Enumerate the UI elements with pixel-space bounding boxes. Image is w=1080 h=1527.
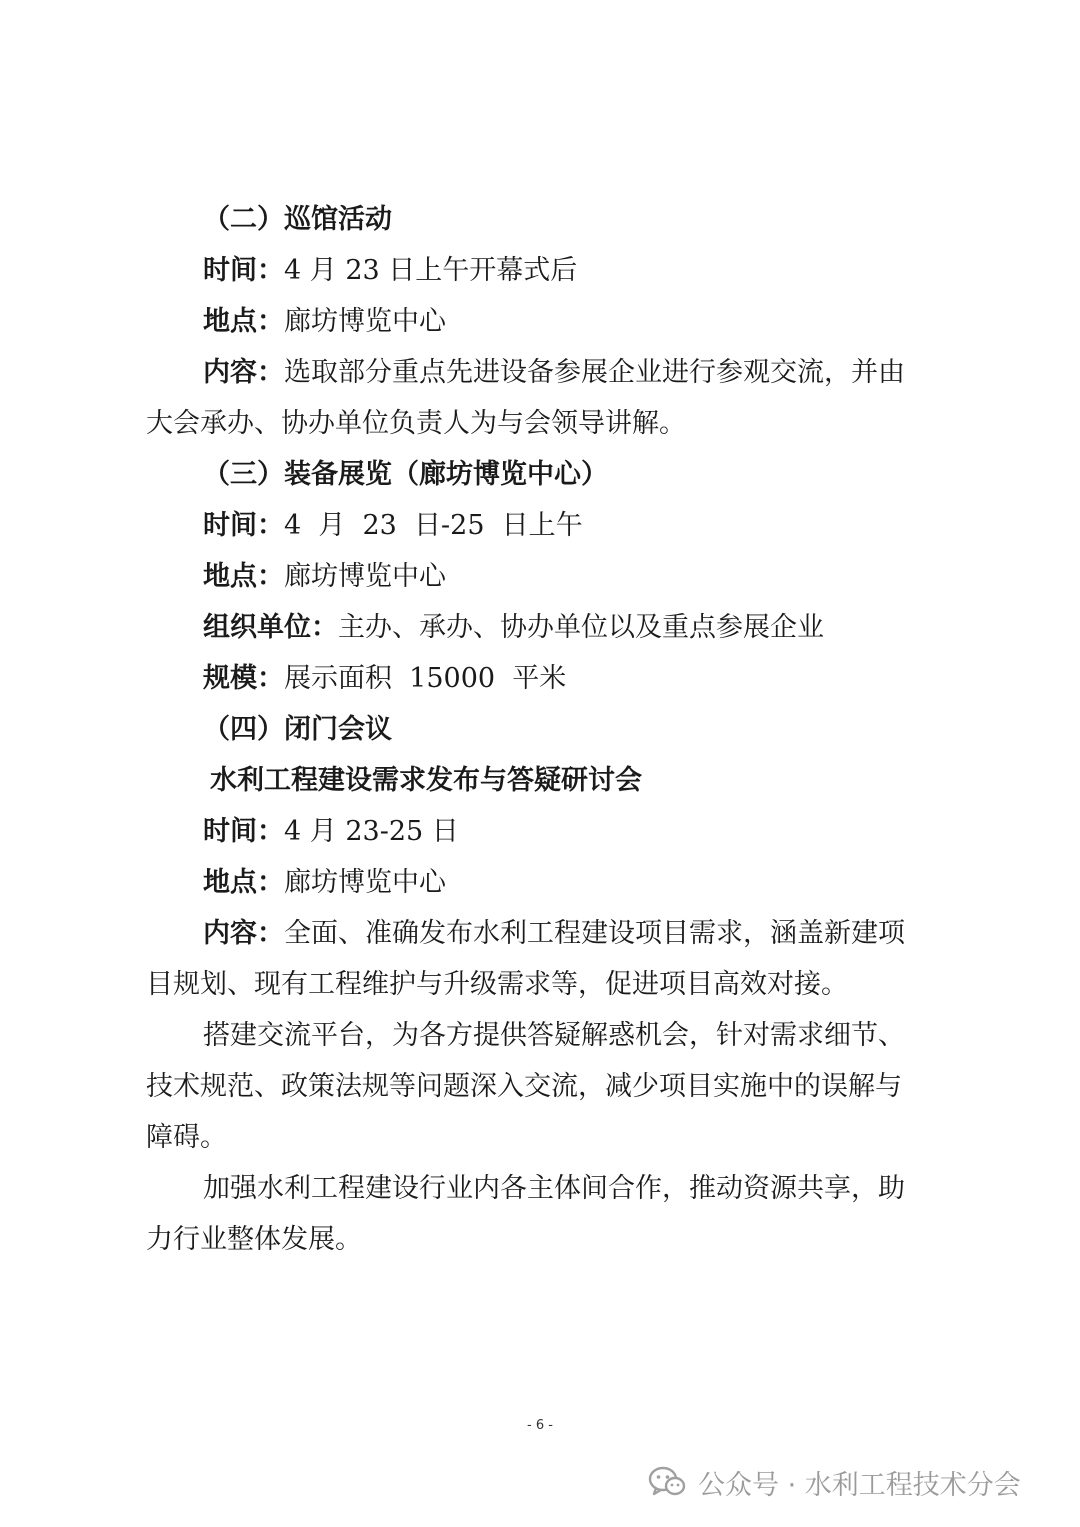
exhibition-org-line [203,611,1003,645]
tour-place-label: 地点： [203,306,284,337]
tour-place-line [203,305,1003,339]
exhibition-place-line [203,560,1003,594]
tour-content-label: 内容： [203,357,284,388]
exhibition-time-label: 时间： [203,510,284,541]
closed-meeting-para2-line3: 障碍。 [146,1122,227,1153]
exhibition-org-value: 主办、承办、协办单位以及重点参展企业 [338,612,824,643]
page-number: - 6 - [527,1418,553,1433]
exhibition-scale-line [203,662,1003,696]
exhibition-scale-label: 规模： [203,663,284,694]
closed-meeting-content-text1: 全面、准确发布水利工程建设项目需求，涵盖新建项 [284,918,905,949]
tour-time-label: 时间： [203,255,284,286]
closed-meeting-time-line [203,815,1003,849]
section-heading-tour: （二）巡馆活动 [203,204,392,235]
closed-meeting-para3-line2: 力行业整体发展。 [146,1224,362,1255]
closed-meeting-content-label: 内容： [203,918,284,949]
tour-content-line2: 大会承办、协办单位负责人为与会领导讲解。 [146,408,686,439]
watermark-text: 公众号 · 水利工程技术分会 [698,1469,1021,1501]
exhibition-time-line [203,509,1003,543]
tour-content-line1 [203,356,1003,390]
section-heading-closed-meeting: （四）闭门会议 [203,714,392,745]
exhibition-place-label: 地点： [203,561,284,592]
section-heading-exhibition: （三）装备展览（廊坊博览中心） [203,459,608,490]
tour-time-line [203,254,1003,288]
exhibition-org-label: 组织单位： [203,612,338,643]
closed-meeting-content-line1 [203,917,1003,951]
closed-meeting-para2-line2: 技术规范、政策法规等问题深入交流，减少项目实施中的误解与 [146,1071,902,1102]
closed-meeting-place-line [203,866,1003,900]
tour-place-value: 廊坊博览中心 [284,306,446,337]
closed-meeting-content-line2: 目规划、现有工程维护与升级需求等，促进项目高效对接。 [146,969,848,1000]
closed-meeting-time-label: 时间： [203,816,284,847]
tour-content-text1: 选取部分重点先进设备参展企业进行参观交流，并由 [284,357,905,388]
closed-meeting-time-value: 4 月 23-25 日 [284,816,459,847]
closed-meeting-para2-line1: 搭建交流平台，为各方提供答疑解惑机会，针对需求细节、 [203,1020,905,1051]
exhibition-scale-value: 展示面积 15000 平米 [284,663,567,694]
closed-meeting-para3-line1: 加强水利工程建设行业内各主体间合作，推动资源共享，助 [203,1173,905,1204]
watermark [648,1462,1021,1502]
tour-time-value: 4 月 23 日上午开幕式后 [284,255,578,286]
wechat-icon [648,1465,686,1499]
closed-meeting-place-label: 地点： [203,867,284,898]
exhibition-place-value: 廊坊博览中心 [284,561,446,592]
closed-meeting-place-value: 廊坊博览中心 [284,867,446,898]
closed-meeting-subheading: 水利工程建设需求发布与答疑研讨会 [210,765,642,796]
exhibition-time-value: 4 月 23 日-25 日上午 [284,510,583,541]
